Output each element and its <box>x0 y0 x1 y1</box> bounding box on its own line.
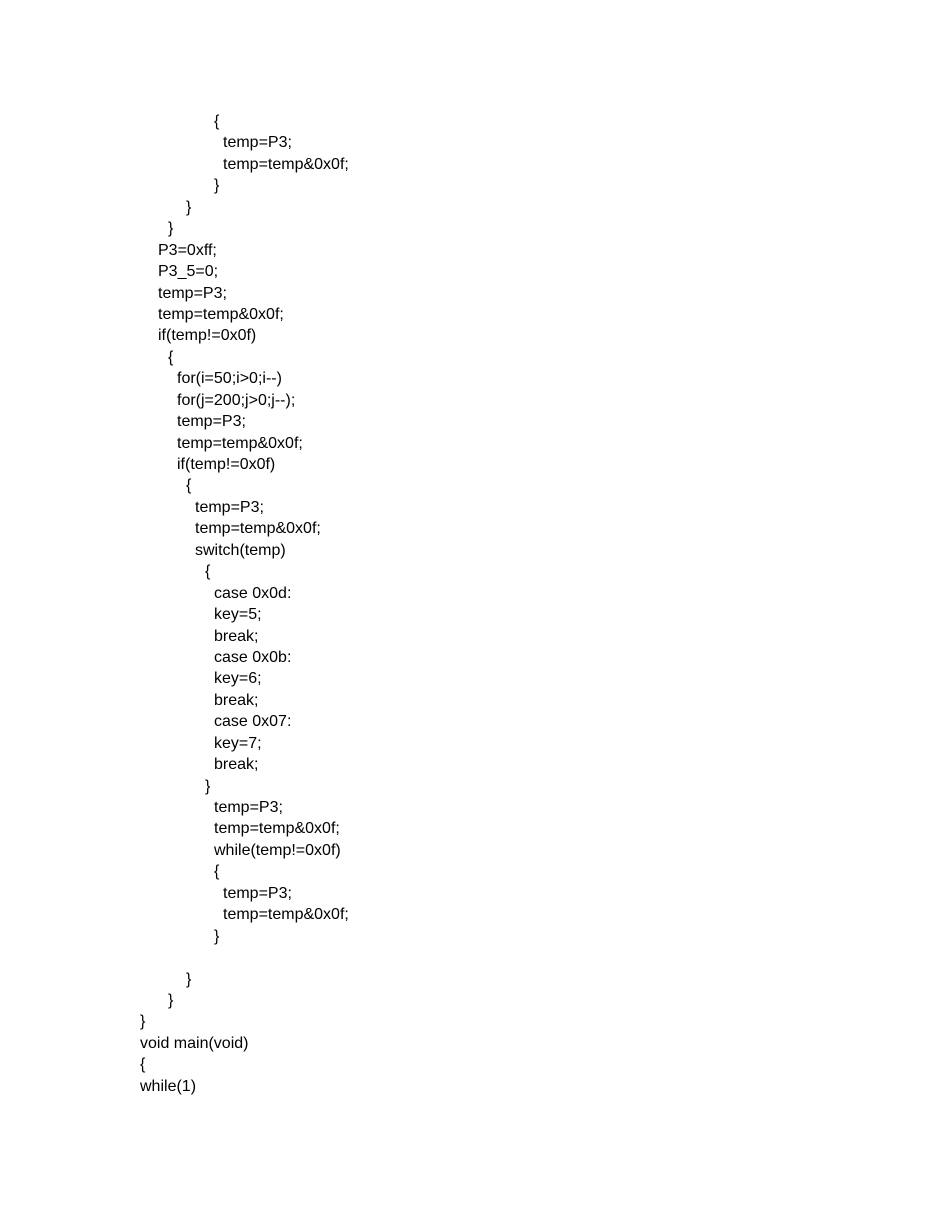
code-line: { <box>186 477 192 495</box>
code-line: for(j=200;j>0;j--); <box>177 391 296 409</box>
code-line: temp=P3; <box>223 884 292 902</box>
code-line: temp=P3; <box>214 799 283 816</box>
code-line: key=5; <box>214 606 262 624</box>
code-line: P3_5=0; <box>158 263 219 281</box>
code-line: for(i=50;i>0;i--) <box>177 370 282 388</box>
code-line: case 0x07: <box>214 713 292 731</box>
code-line: temp=temp&0x0f; <box>223 155 349 173</box>
code-line: break; <box>214 756 259 774</box>
code-line: temp=temp&0x0f; <box>177 434 303 452</box>
code-line: if(temp!=0x0f) <box>177 456 276 473</box>
code-line: { <box>168 348 174 366</box>
blank-line <box>140 947 840 968</box>
code-line: temp=P3; <box>177 413 246 431</box>
code-line: } <box>168 991 174 1009</box>
code-line: break; <box>214 627 259 645</box>
code-line: } <box>186 198 192 216</box>
code-line: { <box>214 113 220 130</box>
code-line: temp=temp&0x0f; <box>214 820 340 838</box>
code-line: temp=P3; <box>195 498 264 516</box>
code-line: } <box>186 970 192 988</box>
code-line: key=6; <box>214 670 262 688</box>
code-line: case 0x0b: <box>214 648 292 666</box>
code-line: key=7; <box>214 734 262 752</box>
code-line: case 0x0d: <box>214 584 292 602</box>
code-line: P3=0xff; <box>158 241 217 259</box>
code-line: } <box>214 177 220 195</box>
code-line: temp=P3; <box>223 134 292 152</box>
code-line: { <box>205 563 211 581</box>
code-line: } <box>168 220 174 238</box>
code-line: switch(temp) <box>195 541 286 559</box>
code-line: } <box>205 777 211 795</box>
code-line: { <box>214 863 220 881</box>
code-line: while(1) <box>140 1077 197 1095</box>
code-line: temp=temp&0x0f; <box>223 906 349 924</box>
code-line: } <box>140 1013 146 1031</box>
code-line: temp=temp&0x0f; <box>158 305 284 323</box>
code-line: while(temp!=0x0f) <box>214 841 341 859</box>
code-line: temp=P3; <box>158 284 227 302</box>
code-line: { <box>140 1056 146 1074</box>
code-line: if(temp!=0x0f) <box>158 327 257 345</box>
code-line: void main(void) <box>140 1034 249 1052</box>
code-listing <box>140 111 840 1097</box>
code-line: break; <box>214 691 259 709</box>
code-line: } <box>214 927 220 945</box>
code-line: temp=temp&0x0f; <box>195 520 321 538</box>
